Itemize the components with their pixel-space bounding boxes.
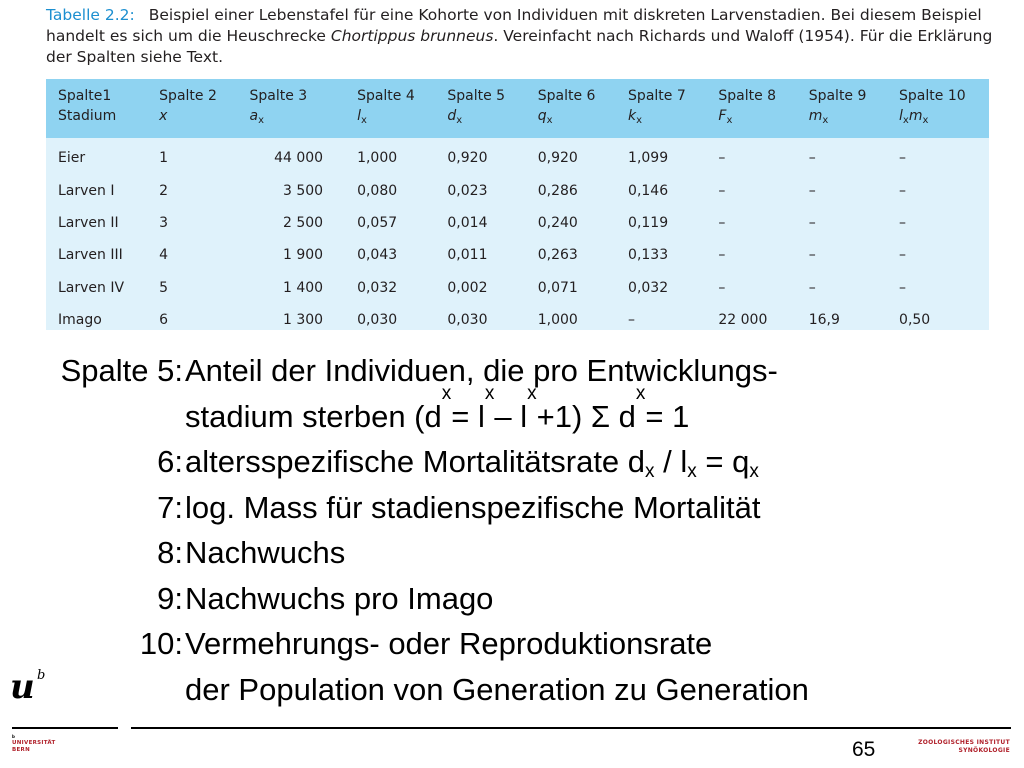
column-header-variable [809, 106, 887, 131]
table-row [46, 138, 989, 174]
subscript: x [441, 382, 452, 404]
table-cell: Imago [58, 312, 102, 329]
column-header [797, 79, 887, 138]
formula-part: altersspezifische Mortalitätsrate d [185, 444, 646, 479]
table-cell: 1,000 [357, 150, 398, 167]
column-header [887, 79, 989, 138]
table-cell: 0,043 [357, 247, 398, 264]
life-table [46, 79, 989, 336]
variable-subscript: x [360, 115, 367, 126]
variable-subscript: x [902, 115, 909, 126]
table-cell: 0,030 [447, 312, 488, 329]
variable-symbol: a [249, 108, 259, 124]
footer-divider [131, 727, 1011, 729]
note-text: Nachwuchs pro Imago [185, 580, 494, 616]
table-cell: – [718, 182, 726, 199]
table-cell: 0,286 [537, 182, 578, 199]
note-spalte-8 [18, 530, 809, 576]
column-notes [18, 348, 809, 712]
table-cell: 2 500 [282, 214, 324, 231]
institute-line-1: ZOOLOGISCHES INSTITUT [918, 739, 1010, 746]
column-header-variable [159, 106, 237, 126]
table-cell: Larven IV [58, 279, 125, 296]
table-cell: Larven II [58, 214, 119, 231]
table-cell: 1 300 [282, 312, 324, 329]
life-table-body [46, 138, 989, 336]
variable-symbol: q [537, 108, 547, 124]
institute-line-2: SYNÖKOLOGIE [958, 747, 1010, 754]
table-cell: 22 000 [718, 312, 768, 329]
table-row [46, 239, 989, 271]
logo-u-glyph: u [10, 667, 35, 707]
table-cell: 0,002 [447, 279, 488, 296]
page-number: 65 [852, 738, 876, 761]
note-label: 8: [157, 535, 183, 570]
table-cell: – [628, 312, 636, 329]
table-cell: 0,080 [357, 182, 398, 199]
note-label: 9: [157, 580, 183, 616]
column-header-title: Spalte 8 [718, 88, 777, 104]
table-cell: – [899, 182, 907, 199]
column-header [526, 79, 616, 138]
column-header-title: Spalte 4 [357, 88, 415, 104]
variable-symbol: F [718, 108, 727, 124]
variable-subscript: x [456, 115, 463, 126]
column-header [435, 79, 525, 138]
table-cell: – [808, 214, 816, 231]
column-header-variable [250, 106, 346, 131]
variable-symbol: m [908, 108, 923, 124]
note-text: der Population von Generation zu Generation [185, 671, 809, 707]
subscript: x [527, 382, 537, 404]
column-header [706, 79, 796, 138]
table-cell: 1,000 [537, 312, 578, 329]
university-name [12, 733, 56, 754]
uni-line-1: UNIVERSITÄT [12, 740, 56, 746]
life-table-header [46, 79, 989, 138]
note-spalte-5 [18, 348, 809, 394]
note-text: Nachwuchs [185, 535, 346, 570]
table-cell: 0,011 [447, 247, 488, 264]
formula-part: +1) Σ d [536, 398, 636, 434]
column-header-variable [718, 106, 796, 131]
column-header-variable [538, 106, 616, 131]
variable-subscript: x [546, 115, 553, 126]
table-caption [46, 5, 996, 68]
table-cell: 2 [159, 182, 169, 199]
column-header-variable [58, 106, 147, 126]
formula-part: – l [494, 398, 528, 434]
column-header-title: Spalte 5 [447, 88, 506, 104]
caption-text-1: Beispiel einer Lebenstafel für eine Kohorte von Individuen mit diskreten Larvenstadien. Bei diesem Beispiel handelt es sich um die Heuschrecke [46, 6, 982, 45]
table-cell: – [808, 247, 816, 264]
column-header-title: Spalte 7 [628, 88, 686, 104]
formula-part: stadium sterben (d [185, 398, 442, 434]
column-header-variable [357, 106, 435, 131]
variable-subscript: x [636, 115, 643, 126]
note-label: Spalte 5: [60, 353, 183, 388]
note-text: log. Mass für stadienspezifische Mortalität [185, 489, 761, 525]
column-header-variable [628, 106, 706, 131]
column-header-title: Spalte 6 [537, 88, 596, 104]
table-cell: 0,030 [357, 312, 398, 329]
table-cell: 0,133 [628, 247, 669, 264]
column-header [147, 79, 237, 138]
table-row [46, 272, 989, 304]
university-logo [10, 667, 46, 707]
note-spalte-10 [18, 621, 809, 667]
subscript: x [687, 461, 697, 482]
table-cell: Eier [58, 150, 86, 167]
table-cell: 6 [159, 312, 169, 329]
table-cell: 0,032 [628, 279, 669, 296]
variable-subscript: x [726, 115, 733, 126]
table-cell: 0,240 [537, 214, 578, 231]
variable-symbol: Stadium [58, 108, 117, 124]
column-header-title: Spalte 10 [899, 88, 966, 104]
table-cell: – [718, 214, 726, 231]
note-label: 6: [157, 444, 183, 479]
table-cell: 0,263 [537, 247, 578, 264]
table-cell: 1 [159, 150, 169, 167]
variable-subscript: x [258, 115, 265, 126]
caption-species: Chortippus brunneus [330, 27, 494, 45]
table-cell: 1 900 [282, 247, 324, 264]
table-cell: 0,146 [628, 182, 669, 199]
formula-part: = q [696, 444, 750, 479]
column-header [46, 79, 147, 138]
variable-subscript: x [922, 115, 929, 126]
variable-symbol: x [159, 108, 168, 124]
table-cell: – [718, 247, 726, 264]
uni-line-2: BERN [12, 747, 30, 753]
table-cell: 16,9 [808, 312, 840, 329]
header-row [46, 79, 989, 138]
column-header [616, 79, 706, 138]
table-row [46, 304, 989, 336]
table-cell: 0,032 [357, 279, 398, 296]
subscript: x [635, 382, 646, 404]
table-cell: 0,014 [447, 214, 488, 231]
table-cell: 44 000 [274, 150, 324, 167]
note-label: 7: [157, 489, 183, 525]
table-cell: – [899, 279, 907, 296]
column-header [345, 79, 435, 138]
table-cell: 0,023 [447, 182, 488, 199]
note-spalte-10-cont [18, 667, 809, 713]
table-cell: 3 500 [282, 182, 324, 199]
variable-symbol: d [447, 108, 457, 124]
note-label: 10: [139, 626, 183, 661]
variable-symbol: m [808, 108, 823, 124]
table-cell: – [808, 182, 816, 199]
table-cell: 1,099 [628, 150, 669, 167]
column-header [238, 79, 346, 138]
variable-symbol: k [628, 108, 637, 124]
table-row [46, 174, 989, 206]
column-header-title: Spalte 2 [159, 88, 217, 104]
table-row [46, 207, 989, 239]
subscript: x [749, 461, 759, 482]
table-cell: 1 400 [282, 279, 324, 296]
note-text [183, 439, 759, 485]
note-text: Vermehrungs- oder Reproduktionsrate [185, 626, 713, 661]
table-cell: 3 [159, 214, 169, 231]
table-cell: 0,071 [537, 279, 578, 296]
note-text: Anteil der Individuen, die pro Entwicklungs- [185, 353, 778, 388]
note-spalte-6 [18, 439, 809, 485]
table-cell: – [808, 279, 816, 296]
formula-part: = l [451, 398, 485, 434]
variable-symbol: l [357, 108, 361, 124]
table-cell: 0,920 [447, 150, 488, 167]
table-cell: – [808, 150, 816, 167]
table-cell: 0,920 [537, 150, 578, 167]
subscript: x [484, 382, 495, 404]
uni-small-mark: b [12, 734, 16, 739]
formula-part: = 1 [645, 398, 690, 434]
column-header-variable [447, 106, 525, 131]
formula-part: / l [654, 444, 688, 479]
logo-b-glyph: b [37, 668, 46, 683]
column-header-title: Spalte 3 [249, 88, 308, 104]
table-cell: 0,50 [899, 312, 931, 329]
table-cell: Larven I [58, 182, 115, 199]
note-spalte-5-formula [18, 382, 809, 440]
footer-divider-left [12, 727, 118, 729]
table-cell: – [718, 279, 726, 296]
table-cell: 0,119 [628, 214, 669, 231]
column-header-title: Spalte 9 [808, 88, 867, 104]
table-cell: – [899, 150, 907, 167]
column-header-title: Spalte1 [58, 88, 112, 104]
note-spalte-9 [18, 576, 809, 622]
column-header-variable [899, 106, 989, 131]
caption-label: Tabelle 2.2: [46, 6, 135, 24]
table-cell: 5 [159, 279, 169, 296]
variable-symbol: l [899, 108, 903, 124]
table-cell: – [899, 247, 907, 264]
table-cell: 4 [159, 247, 169, 264]
table-cell: Larven III [58, 247, 123, 264]
subscript: x [645, 461, 655, 482]
caption-text-2: . Vereinfacht nach Richards und Waloff (1954). Für die Erklärung der Spalten siehe Text. [46, 27, 993, 66]
table-cell: – [899, 214, 907, 231]
table-cell: 0,057 [357, 214, 398, 231]
institute-name [918, 739, 1010, 755]
variable-subscript: x [822, 115, 829, 126]
table-cell: – [718, 150, 726, 167]
life-table-container [46, 79, 989, 330]
note-spalte-7 [18, 485, 809, 531]
